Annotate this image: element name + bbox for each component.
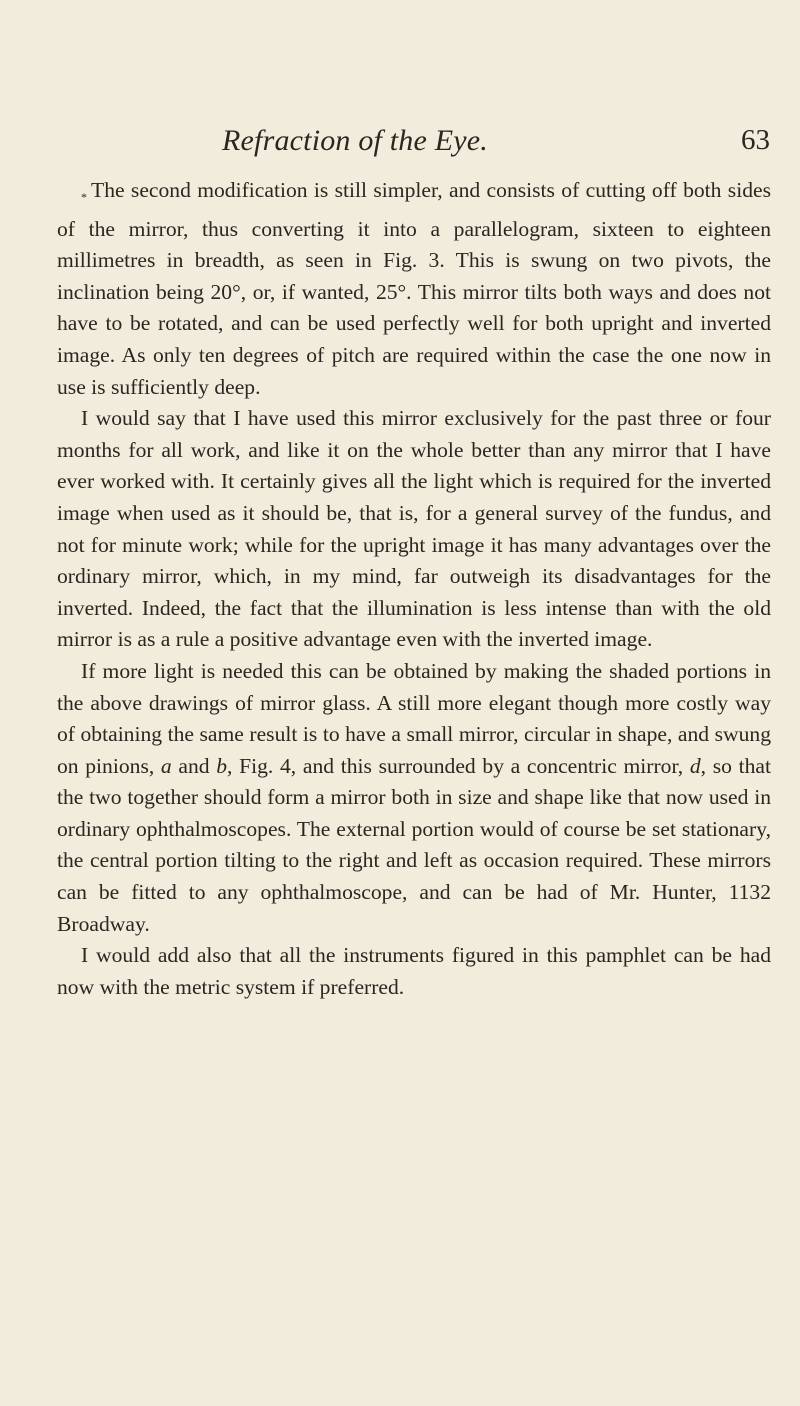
label-b: b xyxy=(216,753,228,778)
paragraph-3 xyxy=(57,656,771,940)
paragraph-1 xyxy=(57,175,771,403)
paragraph-4: I would add also that all the instruments figured in this pamphlet can be had now with the metric system if preferred. xyxy=(57,943,771,999)
paragraph-1-text: The second modification is still simpler, and consists of cutting off both sides of the mirror, thus converting it into a parallelogram, sixteen to eighteen millimetres in breadth, as seen in Fig. 3. This is swung on two pivots, the inclination being 20°, or, if wanted, 25°. This mirror tilts both ways and does not have to be rotated, and can be used perfectly well for both upright and inverted image. As only ten degrees of pitch are required within the case the one now in use is sufficiently deep. xyxy=(57,178,771,399)
page-header xyxy=(222,124,770,164)
label-d: d xyxy=(689,753,701,778)
page-number: 63 xyxy=(741,124,770,156)
paragraph-2: I would say that I have used this mirror exclusively for the past three or four months for all work, and like it on the whole better than any mirror that I have ever worked with. It certainly gives all the light which is required for the inverted image when used as it should be, that is, for a general survey of the fundus, and not for minute work; while for the upright image it has many advantages over the ordinary mirror, which, in my mind, far outweigh its disadvantages for the inverted. Indeed, the fact that the illumination is less intense than with the old mirror is as a rule a positive advantage even with the inverted image. xyxy=(57,406,771,652)
label-a: a xyxy=(160,753,172,778)
paragraph-3-text-3: , Fig. 4, and this surrounded by a concentric mirror, xyxy=(227,753,690,778)
footnote-mark: * xyxy=(81,190,87,204)
running-title: Refraction of the Eye. xyxy=(222,124,488,157)
body-text xyxy=(57,175,771,1003)
paragraph-3-text-2: and xyxy=(171,753,217,778)
paragraph-3-text-1: If more light is needed this can be obtained by making the shaded portions in the above drawings of mirror glass. A still more elegant though more costly way of obtaining the same result is to have a small mirror, circular in shape, and swung on pinions, xyxy=(57,658,771,778)
paragraph-3-text-4: , so that the two together should form a mirror both in size and shape like that now used in ordinary ophthalmoscopes. The external portion would of course be set stationary, the central portion tilting to the right and left as occasion required. These mirrors can be fitted to any ophthalmoscope, and can be had of Mr. Hunter, 1132 Broadway. xyxy=(57,753,771,936)
